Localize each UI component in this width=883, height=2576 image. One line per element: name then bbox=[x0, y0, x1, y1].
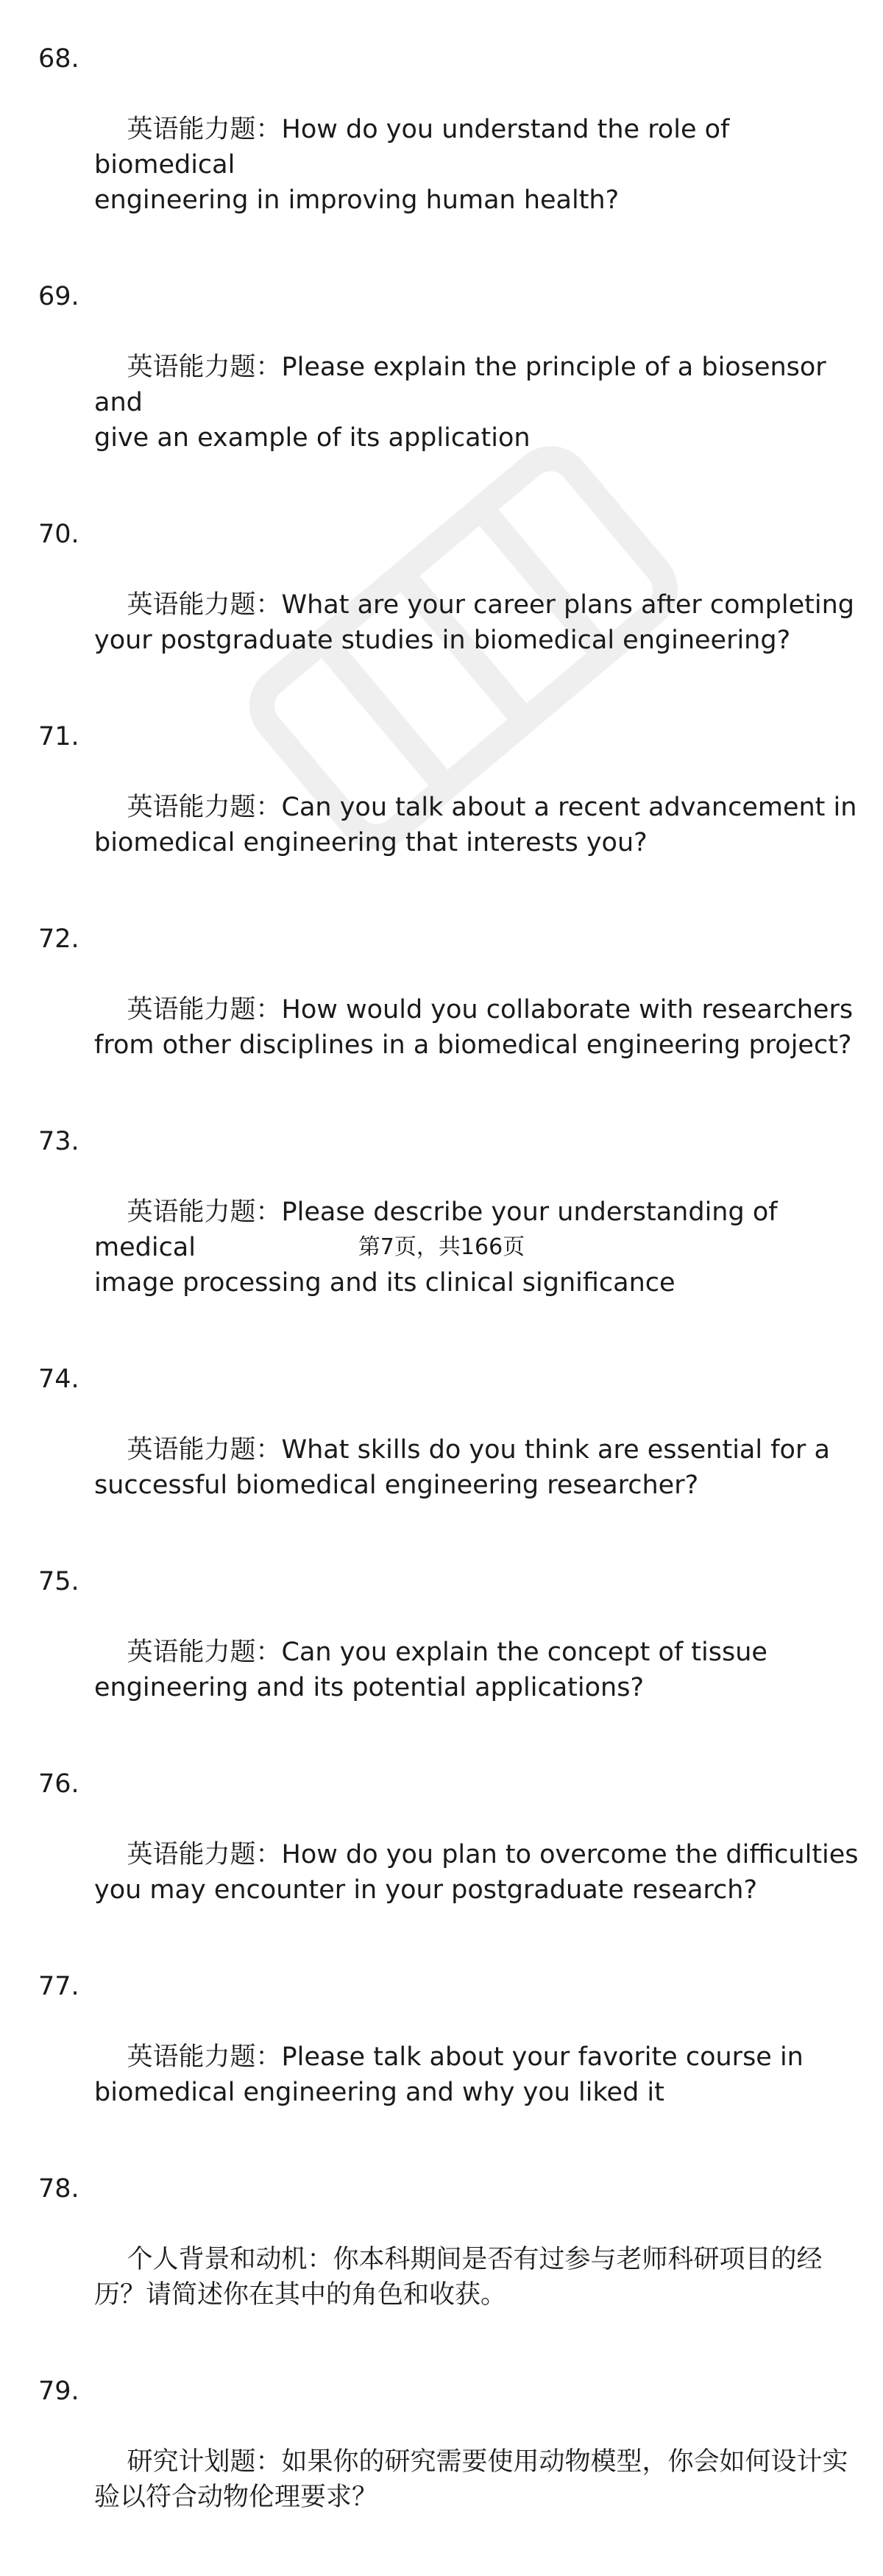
question-text: 英语能力题：How do you plan to overcome the difficulties you may encounter in your postgraduate research? bbox=[94, 1840, 859, 1905]
list-item bbox=[38, 41, 862, 253]
question-text: 英语能力题：How do you understand the role of biomedical engineering in improving human health? bbox=[94, 115, 730, 215]
question-number: 68. bbox=[38, 44, 79, 74]
question-list bbox=[38, 41, 862, 2576]
question-number: 75. bbox=[38, 1567, 79, 1596]
question-text: 英语能力题：Please explain the principle of a biosensor and give an example of its application bbox=[94, 353, 826, 453]
question-number: 73. bbox=[38, 1127, 79, 1156]
list-item bbox=[38, 2171, 862, 2348]
list-item bbox=[38, 1564, 862, 1741]
question-number: 74. bbox=[38, 1365, 79, 1394]
question-number: 70. bbox=[38, 520, 79, 549]
list-item bbox=[38, 1969, 862, 2145]
question-text: 英语能力题：How would you collaborate with researchers from other disciplines in a biomedical engineering project? bbox=[94, 995, 854, 1060]
page-number-footer: 第7页，共166页 bbox=[358, 1234, 525, 1260]
question-text: 英语能力题：Please describe your understanding of medical image processing and its clinical significance bbox=[94, 1197, 778, 1298]
question-number: 72. bbox=[38, 924, 79, 954]
question-number: 79. bbox=[38, 2377, 79, 2406]
list-item bbox=[38, 719, 862, 896]
list-item bbox=[38, 517, 862, 693]
question-text: 英语能力题：What are your career plans after completing your postgraduate studies in biomedical engineering? bbox=[94, 590, 854, 655]
question-number: 76. bbox=[38, 1769, 79, 1799]
question-text: 研究计划题：如果你的研究需要使用动物模型，你会如何设计实 验以符合动物伦理要求？ bbox=[94, 2447, 848, 2512]
question-number: 69. bbox=[38, 282, 79, 311]
question-text: 英语能力题：What skills do you think are essential for a successful biomedical engineering researcher? bbox=[94, 1435, 830, 1500]
list-item bbox=[38, 1124, 862, 1336]
question-text: 英语能力题：Can you explain the concept of tissue engineering and its potential applications? bbox=[94, 1638, 767, 1702]
question-text: 个人背景和动机：你本科期间是否有过参与老师科研项目的经 历？请简述你在其中的角色和收获。 bbox=[94, 2245, 823, 2310]
question-number: 77. bbox=[38, 1972, 79, 2001]
list-item bbox=[38, 921, 862, 1098]
list-item bbox=[38, 1362, 862, 1538]
question-number: 78. bbox=[38, 2174, 79, 2204]
list-item bbox=[38, 1766, 862, 1943]
question-number: 71. bbox=[38, 722, 79, 751]
list-item bbox=[38, 279, 862, 491]
list-item bbox=[38, 2374, 862, 2550]
question-text: 英语能力题：Can you talk about a recent advancement in biomedical engineering that interests you? bbox=[94, 793, 857, 857]
question-text: 英语能力题：Please talk about your favorite course in biomedical engineering and why you liked it bbox=[94, 2042, 804, 2107]
